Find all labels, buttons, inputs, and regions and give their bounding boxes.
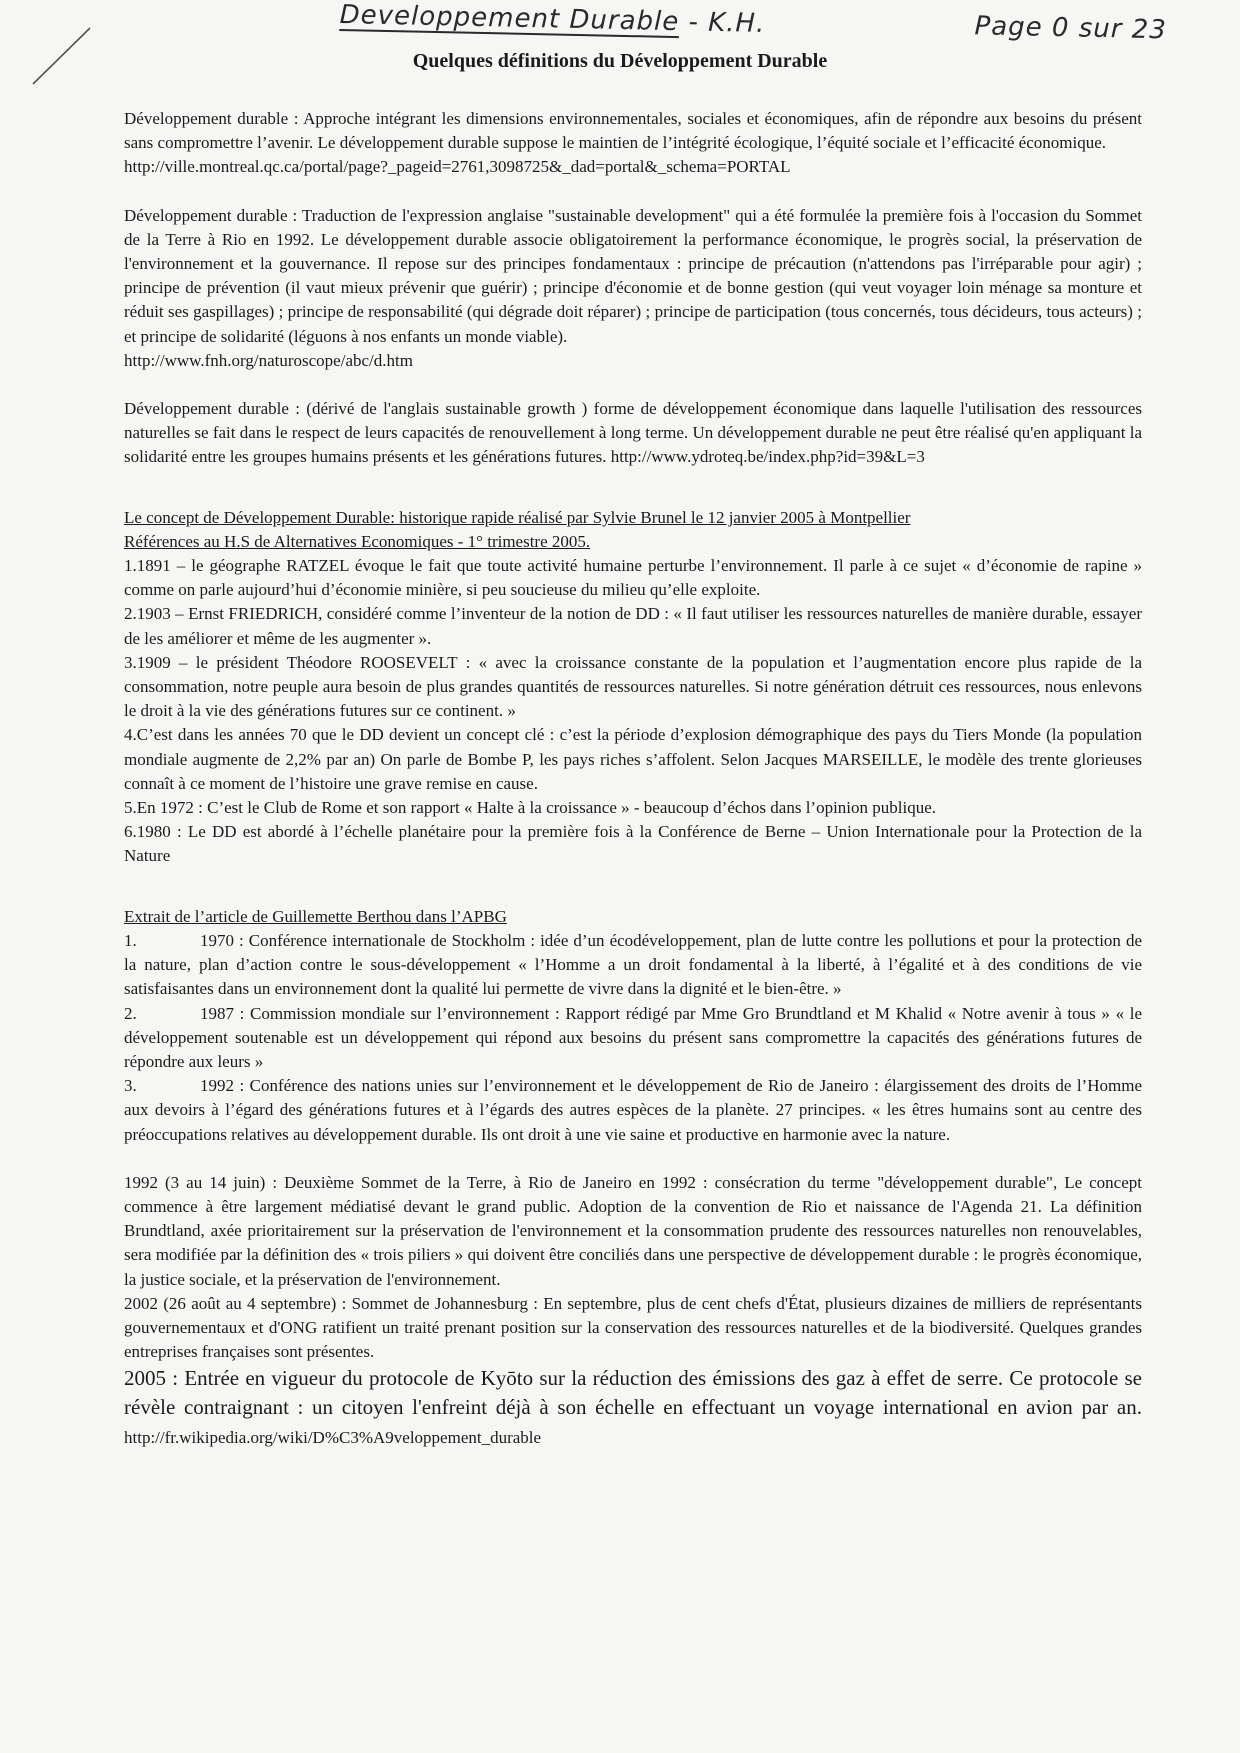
- historique-heading-line2: Références au H.S de Alternatives Economiques - 1° trimestre 2005.: [124, 531, 591, 551]
- historique-item: 4.C’est dans les années 70 que le DD devient un concept clé : c’est la période d’explosion démographique des pays du Tiers Monde (la population mondiale augmente de 2,2% par an) On parle de Bombe P, les pays riches s’affolent. Selon Jacques MARSEILLE, le modèle des trente glorieuses connaît à ce moment de l’histoire une grave remise en cause.: [124, 725, 1142, 793]
- page-title: Quelques définitions du Développement Durable: [412, 50, 828, 72]
- handwritten-title: Developpement Durable: [339, 0, 680, 38]
- extrait-item-number: 3.: [124, 1076, 137, 1096]
- extrait-item-number: 2.: [124, 1003, 137, 1023]
- historique-item: 2.1903 – Ernst FRIEDRICH, considéré comme l’inventeur de la notion de DD : « Il faut utiliser les ressources naturelles de manière durable, essayer de les améliorer et même de les augmenter ».: [124, 604, 1142, 648]
- extrait-item-text: 1992 : Conférence des nations unies sur l’environnement et le développement de Rio de Janeiro : élargissement des droits de l’Homme aux devoirs à l’égard des générations futures et à l’égards des autres espèces de la planète. 27 principes. « les êtres humains sont au centre des préoccupations relatives au développement durable. Ils ont droit à une vie saine et productive en harmonie avec la nature.: [124, 1076, 1142, 1144]
- extrait-item-number: 1.: [124, 930, 137, 950]
- handwritten-page-number: Page 0 sur 23: [974, 11, 1168, 46]
- extrait-item: [124, 1074, 1142, 1147]
- extrait-item-text: 1987 : Commission mondiale sur l’environnement : Rapport rédigé par Mme Gro Brundtland et M Khalid « Notre avenir à tous » « le développement soutenable est un développement qui répond aux besoins du présent sans compromettre la capacités des générations futures de répondre aux leurs »: [124, 1003, 1142, 1071]
- handwritten-author: - K.H.: [688, 7, 766, 39]
- kyoto-2005-url: http://fr.wikipedia.org/wiki/D%C3%A9veloppement_durable: [124, 1428, 542, 1448]
- sommet-2002-paragraph: 2002 (26 août au 4 septembre) : Sommet de Johannesburg : En septembre, plus de cent chefs d'État, plusieurs dizaines de milliers de représentants gouvernementaux et d'ONG ratifient un traité prenant position sur la conservation des ressources naturelles et de la biodiversité. Quelques grandes entreprises françaises sont présentes.: [124, 1293, 1142, 1362]
- historique-item: 5.En 1972 : C’est le Club de Rome et son rapport « Halte à la croissance » - beaucoup d’échos dans l’opinion publique.: [124, 798, 937, 818]
- definition-paragraph: [124, 204, 1142, 373]
- definition-text: Développement durable : (dérivé de l'anglais sustainable growth ) forme de développement économique dans laquelle l'utilisation des ressources naturelles se fait dans le respect de leurs capacités de renouvellement à long terme. Un développement durable ne peut être réalisé qu'en appliquant la solidarité entre les groupes humains présents et les générations futures. http://www.ydroteq.be/index.php?id=39&L=3: [124, 399, 1142, 467]
- historique-item: 1.1891 – le géographe RATZEL évoque le fait que toute activité humaine perturbe l’environnement. Il parle à ce sujet « d’économie de rapine » comme on parle aujourd’hui d’économie minière, si peu soucieuse du milieu qu’elle exploite.: [124, 556, 1142, 600]
- definition-paragraph: [124, 397, 1142, 470]
- historique-heading-line1: Le concept de Développement Durable: historique rapide réalisé par Sylvie Brunel le 12 janvier 2005 à Montpellier: [124, 507, 911, 527]
- extrait-item: [124, 1002, 1142, 1075]
- historique-item: 6.1980 : Le DD est abordé à l’échelle planétaire pour la première fois à la Conférence de Berne – Union Internationale pour la Protection de la Nature: [124, 822, 1142, 866]
- historique-heading: [124, 506, 1142, 554]
- sommet-1992-paragraph: 1992 (3 au 14 juin) : Deuxième Sommet de la Terre, à Rio de Janeiro en 1992 : consécration du terme "développement durable", Le concept commence à être largement médiatisé devant le grand public. Adoption de la convention de Rio et naissance de l'Agenda 21. La définition Brundtland, axée prioritairement sur la préservation de l'environnement et la consommation prudente des ressources naturelles non renouvelables, sera modifiée par la définition des « trois piliers » qui doivent être conciliés dans une perspective de développement durable : le progrès économique, la justice sociale, et la préservation de l'environnement.: [124, 1172, 1142, 1289]
- extrait-item-text: 1970 : Conférence internationale de Stockholm : idée d’un écodéveloppement, plan de lutte contre les pollutions et pour la protection de la nature, plan d’action contre le sous-développement « l’Homme a un droit fondamental à la liberté, à l’égalité et à des conditions de vie satisfaisantes dans un environnement dont la qualité lui permette de vivre dans la dignité et le bien-être. »: [124, 930, 1142, 999]
- definition-url: http://ville.montreal.qc.ca/portal/page?_pageid=2761,3098725&_dad=portal&_schema=PORTAL: [124, 157, 791, 177]
- kyoto-2005-paragraph: [124, 1364, 1142, 1452]
- definition-url: http://www.fnh.org/naturoscope/abc/d.htm: [124, 350, 413, 370]
- kyoto-2005-text: 2005 : Entrée en vigueur du protocole de Kyōto sur la réduction des émissions des gaz à effet de serre. Ce protocole se révèle contraignant : un citoyen l'enfreint déjà à son échelle en effectuant un voyage international en avion par an.: [124, 1366, 1142, 1420]
- definition-paragraph: [124, 107, 1142, 180]
- definition-text: Développement durable : Traduction de l'expression anglaise "sustainable development" qui a été formulée la première fois à l'occasion du Sommet de la Terre à Rio en 1992. Le développement durable associe obligatoirement la performance économique, le progrès social, la préservation de l'environnement et la gouvernance. Il repose sur des principes fondamentaux : principe de précaution (n'attendons pas l'irréparable pour agir) ; principe de prévention (il vaut mieux prévenir que guérir) ; principe d'économie et de bonne gestion (qui veut voyager loin ménage sa monture et réduit ses gaspillages) ; principe de responsabilité (qui dégrade doit réparer) ; principe de participation (tous concernés, tous décideurs, tous acteurs) ; et principe de solidarité (léguons à nos enfants un monde viable).: [124, 205, 1142, 346]
- historique-item: 3.1909 – le président Théodore ROOSEVELT : « avec la croissance constante de la population et l’augmentation encore plus rapide de la consommation, notre peuple aura besoin de plus grandes quantités de ressources naturelles. Si notre génération détruit ces ressources, nous enlevons le droit à la vie des générations futures sur ce continent. »: [124, 652, 1142, 721]
- extrait-heading: Extrait de l’article de Guillemette Berthou dans l’APBG: [124, 906, 507, 926]
- document-body: [124, 107, 1142, 1452]
- extrait-item: [124, 929, 1142, 1002]
- definition-text: Développement durable : Approche intégrant les dimensions environnementales, sociales et économiques, afin de répondre aux besoins du présent sans compromettre l’avenir. Le développement durable suppose le maintien de l’intégrité écologique, l’équité sociale et l’efficacité économique.: [124, 109, 1142, 153]
